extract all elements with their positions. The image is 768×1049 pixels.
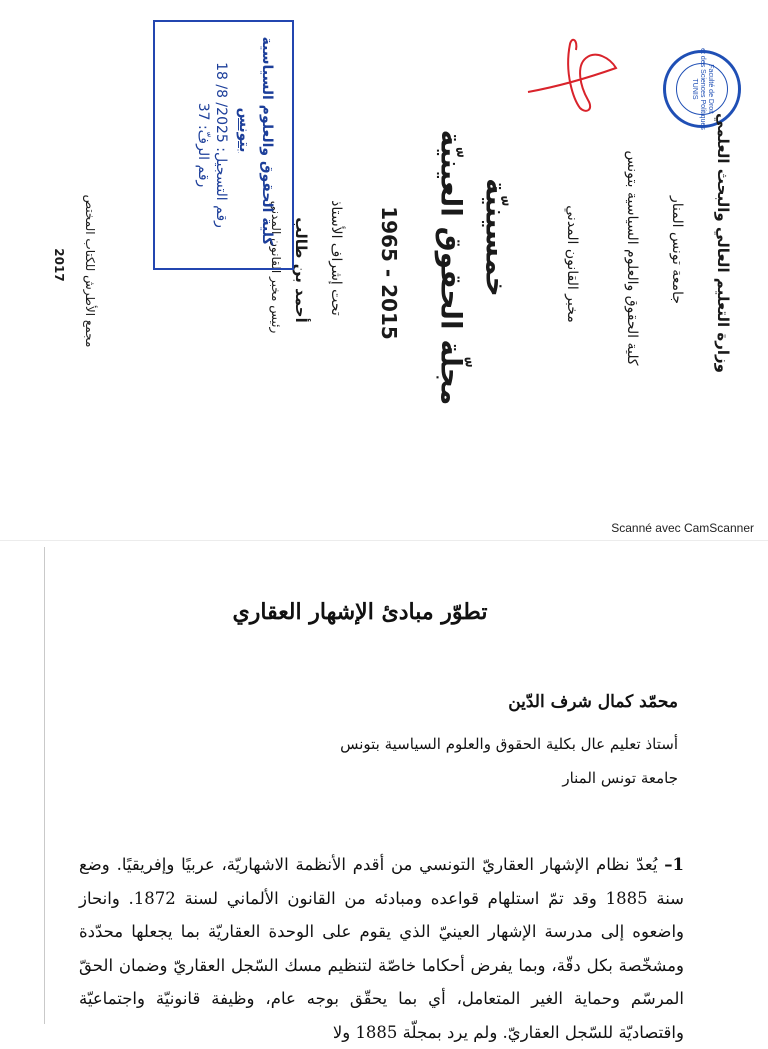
red-signature <box>520 28 630 118</box>
page-divider <box>0 540 768 541</box>
stamp-line-1: Faculté de Droit <box>707 64 714 114</box>
camscanner-watermark: Scanné avec CamScanner <box>611 521 754 535</box>
cover-page <box>0 0 768 512</box>
box-stamp-line-4: رقم الرفّ: 37 <box>195 102 211 188</box>
cover-year: 2017 <box>52 248 66 282</box>
author-affiliation-2: جامعة تونس المنار <box>562 769 678 787</box>
box-stamp-line-3: رقم التسجيل: 2025/ 8/ 18 <box>213 62 229 228</box>
supervision-label: تحت إشراف الأستاذ <box>328 200 344 316</box>
page-margin-edge <box>44 547 45 1024</box>
publisher-line: مجمع الأطرش للكتاب المختص <box>83 194 97 348</box>
stamp-line-2: et des Sciences Politiques <box>699 48 706 130</box>
box-stamp-line-1: كلية الحقوق والعلوم السياسية <box>259 36 275 246</box>
stamp-text <box>690 48 714 130</box>
lab-line: مخبر القانون المدني <box>564 205 580 323</box>
cover-title-line-2: مجلّة الحقوق العينيّة <box>434 129 468 406</box>
cover-title-line-1: خمسينيّة <box>479 178 513 297</box>
cover-years: 1965 - 2015 <box>377 206 401 340</box>
author-affiliation-1: أستاذ تعليم عال بكلية الحقوق والعلوم السياسية بتونس <box>340 735 678 753</box>
ministry-line: وزارة التعليم العالي والبحث العلمي <box>714 112 732 373</box>
article-title: تطوّر مبادئ الإشهار العقاري <box>232 599 488 625</box>
author-name: محمّد كمال شرف الدّين <box>508 692 678 712</box>
paragraph-text: يُعدّ نظام الإشهار العقاريّ التونسي من أقدم الأنظمة الاشهاريّة، عربيًا وإفريقيًا. وضع سنة 1885 وقد تمّ استلهام قواعده ومبادئه من القانون الألماني لسنة 1872. وانحاز واضعوه إلى مدرسة الإشهار العينيّ الذي يقوم على الوحدة العقاريّة بما يجعلها محدّدة ومشخّصة بكل دقّة، وبما يفرض أحكاما خاصّة لتنظيم مسك السّجل العقاريّ وضمان الحقّ المرسّم وحماية الغير المتعامل، أي بما يحقّق بوجه عام، وظيفة قانونيّة واجتماعيّة واقتصاديّة للسّجل العقاريّ. ولم يرد بمجلّة 1885 ولا <box>79 855 684 1042</box>
article-paragraph <box>79 848 684 1049</box>
university-line: جامعة تونس المنار <box>669 196 685 304</box>
supervisor-role: رئيس مخبر القانون المدني <box>269 200 283 334</box>
paragraph-number: 1– <box>664 855 685 874</box>
stamp-line-3: TUNIS <box>691 78 698 100</box>
box-stamp-line-2: بتونس <box>236 107 252 153</box>
article-page <box>0 547 768 1042</box>
supervisor-name: أحمد بن طالب <box>292 217 310 323</box>
faculty-line: كلية الحقوق والعلوم السياسية بتونس <box>624 150 640 366</box>
